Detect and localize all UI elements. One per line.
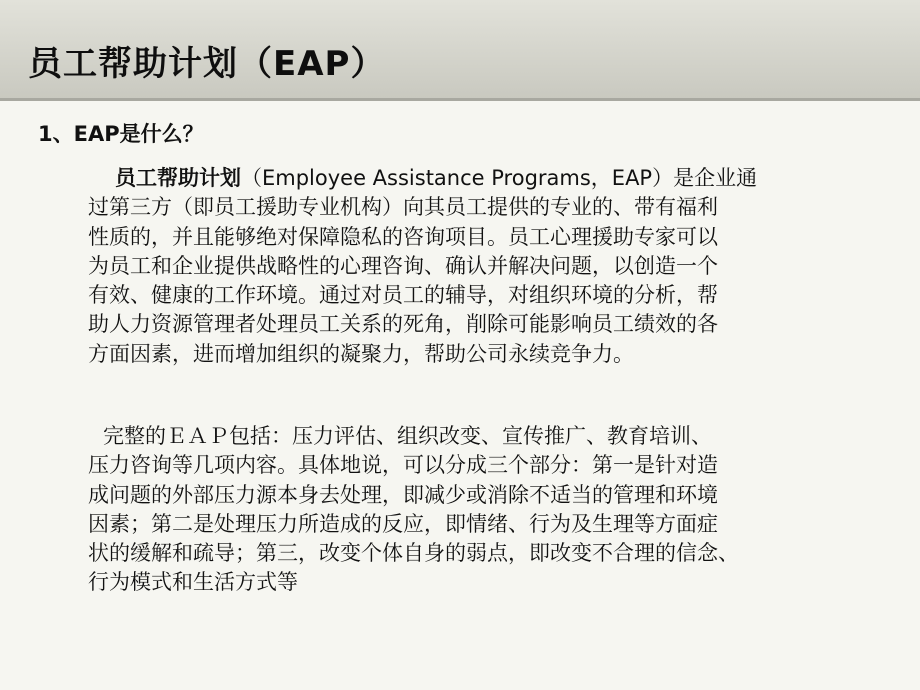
- bold-term: 员工帮助计划: [115, 166, 241, 190]
- paragraph-eap-components: [88, 422, 848, 598]
- paragraph-line: 方面因素，进而增加组织的凝聚力，帮助公司永续竞争力。: [88, 341, 634, 366]
- slide-title: 员工帮助计划（EAP）: [28, 44, 386, 84]
- paragraph-line: 行为模式和生活方式等: [88, 570, 298, 595]
- paragraph-line: 压力咨询等几项内容。具体地说，可以分成三个部分：第一是针对造: [88, 453, 718, 478]
- paragraph-line: 性质的，并且能够绝对保障隐私的咨询项目。员工心理援助专家可以: [88, 224, 718, 249]
- paragraph-line: 因素；第二是处理压力所造成的反应，即情绪、行为及生理等方面症: [88, 511, 718, 536]
- line-text: （Employee Assistance Programs，EAP）是企业通: [241, 166, 758, 190]
- paragraph-line: 状的缓解和疏导；第三，改变个体自身的弱点，即改变不合理的信念、: [88, 541, 739, 566]
- paragraph-line: 成问题的外部压力源本身去处理，即减少或消除不适当的管理和环境: [88, 482, 718, 507]
- paragraph-line: 过第三方（即员工援助专业机构）向其员工提供的专业的、带有福利: [88, 195, 718, 220]
- paragraph-line: 助人力资源管理者处理员工关系的死角，削除可能影响员工绩效的各: [88, 312, 718, 337]
- paragraph-line: 为员工和企业提供战略性的心理咨询、确认并解决问题，以创造一个: [88, 253, 718, 278]
- paragraph-line: 完整的ＥＡＰ包括：压力评估、组织改变、宣传推广、教育培训、: [103, 424, 712, 448]
- section-heading: 1、EAP是什么？: [38, 122, 204, 146]
- paragraph-eap-definition: [88, 164, 848, 369]
- paragraph-line: 有效、健康的工作环境。通过对员工的辅导，对组织环境的分析，帮: [88, 283, 718, 308]
- paragraph-line: [88, 164, 848, 193]
- title-bar: [0, 0, 920, 101]
